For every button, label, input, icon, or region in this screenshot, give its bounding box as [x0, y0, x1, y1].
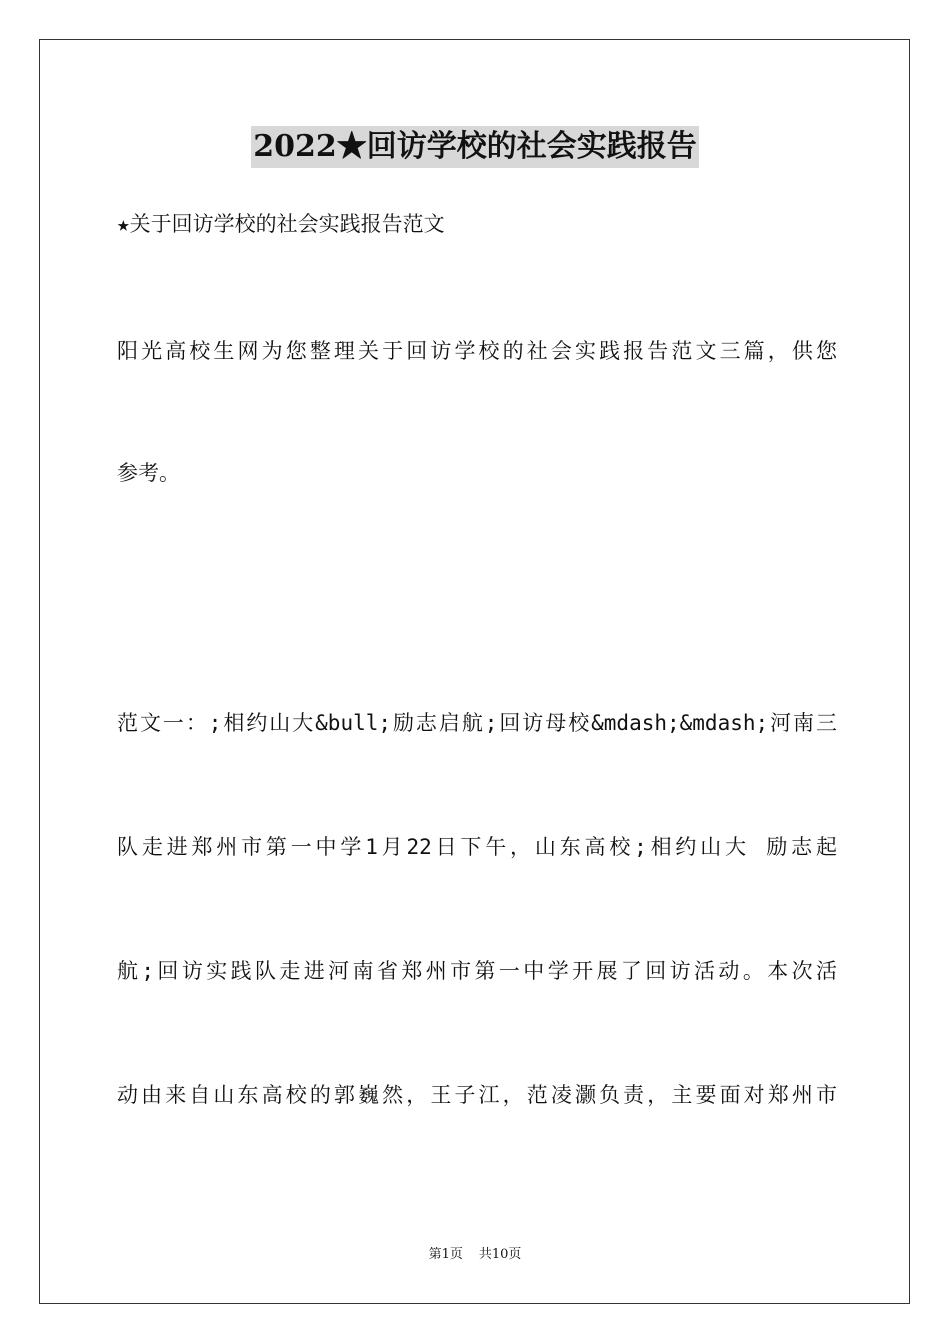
body-line-2: 队走进郑州市第一中学1月22日下午，山东高校;相约山大 励志起	[117, 835, 837, 859]
document-subtitle: ★关于回访学校的社会实践报告范文	[117, 212, 445, 236]
body-line-4: 动由来自山东高校的郭巍然，王子江，范凌灏负责，主要面对郑州市	[117, 1083, 837, 1107]
page-footer	[0, 1245, 950, 1265]
page-total: 共10页	[478, 1247, 522, 1262]
body-line-1: 范文一：;相约山大&bull;励志启航;回访母校&mdash;&mdash;河南三	[117, 711, 837, 735]
page-number: 第1页	[428, 1247, 463, 1262]
document-title: 2022★回访学校的社会实践报告	[251, 126, 699, 168]
body-line-3: 航;回访实践队走进河南省郑州市第一中学开展了回访活动。本次活	[117, 959, 837, 983]
intro-line-2: 参考。	[117, 461, 180, 485]
title-wrap	[0, 126, 950, 168]
intro-line-1: 阳光高校生网为您整理关于回访学校的社会实践报告范文三篇，供您	[117, 339, 837, 363]
